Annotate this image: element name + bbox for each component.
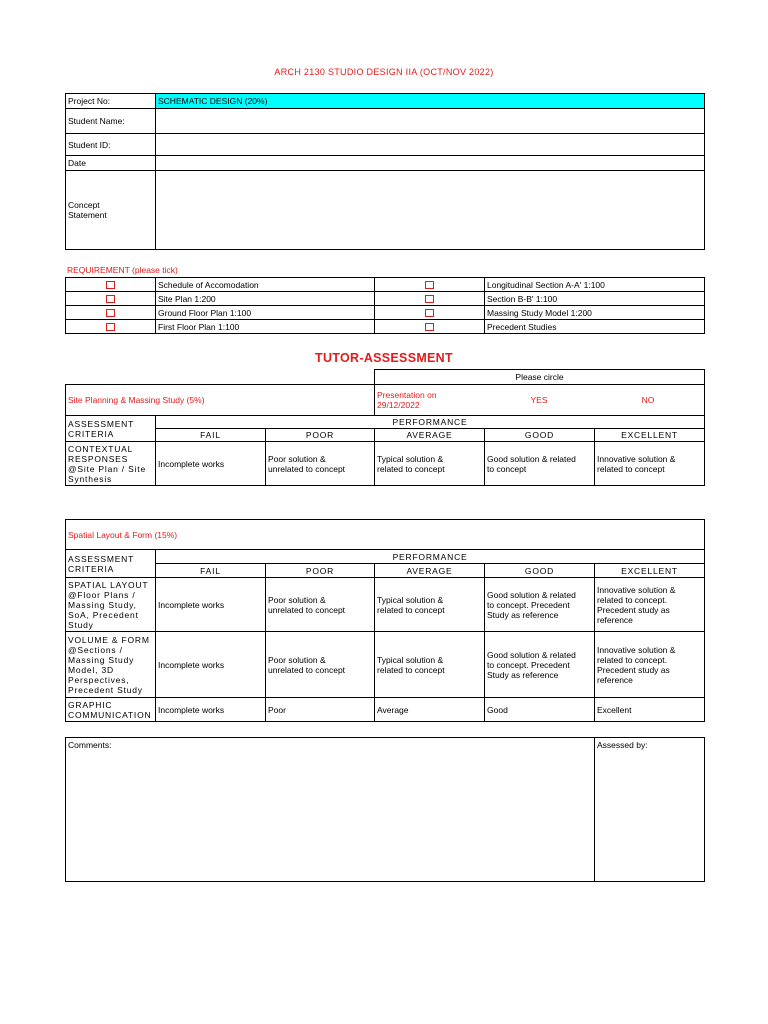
level-average: AVERAGE — [375, 429, 485, 442]
student-id-field[interactable] — [156, 134, 705, 156]
comments-label: Comments: — [68, 740, 112, 750]
level-excellent: EXCELLENT — [595, 564, 705, 578]
checkbox-icon[interactable] — [106, 281, 115, 289]
level-average: AVERAGE — [375, 564, 485, 578]
checkbox-icon[interactable] — [425, 323, 434, 331]
requirement-item: Massing Study Model 1:200 — [485, 306, 705, 320]
requirement-item: Section B-B' 1:100 — [485, 292, 705, 306]
rubric-cell[interactable]: Average — [375, 698, 485, 722]
rubric-cell[interactable]: Poor — [266, 698, 375, 722]
please-circle-label: Please circle — [375, 370, 705, 385]
checkbox-icon[interactable] — [106, 295, 115, 303]
rubric-cell[interactable]: Good — [485, 698, 595, 722]
rubric-cell[interactable]: Incomplete works — [156, 578, 266, 632]
assessed-by-box[interactable] — [595, 738, 705, 882]
level-excellent: EXCELLENT — [595, 429, 705, 442]
yes-option[interactable]: YES — [530, 395, 548, 405]
student-info-table — [65, 93, 705, 250]
checkbox-icon[interactable] — [106, 323, 115, 331]
level-good: GOOD — [485, 429, 595, 442]
section-title: Spatial Layout & Form (15%) — [66, 520, 705, 550]
requirement-item: First Floor Plan 1:100 — [156, 320, 375, 334]
comments-box[interactable] — [66, 738, 595, 882]
presentation-date: Presentation on 29/12/2022 — [377, 390, 437, 410]
level-good: GOOD — [485, 564, 595, 578]
rubric-cell[interactable]: Innovative solution & related to concept. Precedent study as reference — [595, 578, 705, 632]
checkbox-icon[interactable] — [425, 281, 434, 289]
checkbox-icon[interactable] — [425, 295, 434, 303]
requirement-item: Precedent Studies — [485, 320, 705, 334]
student-name-field[interactable] — [156, 109, 705, 134]
requirement-item: Longitudinal Section A-A' 1:100 — [485, 278, 705, 292]
assessment-criteria-label: ASSESSMENT CRITERIA — [66, 416, 156, 442]
section-title: Site Planning & Massing Study (5%) — [66, 385, 375, 416]
requirement-heading: REQUIREMENT (please tick) — [67, 265, 178, 275]
assessment-criteria-label: ASSESSMENT CRITERIA — [66, 550, 156, 578]
rubric-cell[interactable]: Innovative solution & related to concept — [595, 442, 705, 486]
criterion-label: CONTEXTUAL RESPONSES @Site Plan / Site Synthesis — [66, 442, 156, 486]
rubric-cell[interactable]: Incomplete works — [156, 632, 266, 698]
rubric-cell[interactable]: Typical solution & related to concept — [375, 578, 485, 632]
rubric-cell[interactable]: Typical solution & related to concept — [375, 632, 485, 698]
criterion-label: SPATIAL LAYOUT @Floor Plans / Massing Study, SoA, Precedent Study — [66, 578, 156, 632]
concept-statement-label: Concept Statement — [66, 171, 156, 250]
requirements-table — [65, 277, 705, 334]
tutor-assessment-title: TUTOR-ASSESSMENT — [315, 351, 453, 365]
rubric-cell[interactable]: Poor solution & unrelated to concept — [266, 632, 375, 698]
level-fail: FAIL — [156, 429, 266, 442]
performance-label: PERFORMANCE — [156, 550, 705, 564]
rubric-cell[interactable]: Poor solution & unrelated to concept — [266, 578, 375, 632]
student-name-label: Student Name: — [66, 109, 156, 134]
checkbox-icon[interactable] — [106, 309, 115, 317]
level-fail: FAIL — [156, 564, 266, 578]
criterion-label: VOLUME & FORM @Sections / Massing Study Model, 3D Perspectives, Precedent Study — [66, 632, 156, 698]
concept-statement-field[interactable] — [156, 171, 705, 250]
requirement-item: Site Plan 1:200 — [156, 292, 375, 306]
student-id-label: Student ID: — [66, 134, 156, 156]
spatial-layout-table — [65, 519, 705, 722]
requirement-item: Schedule of Accomodation — [156, 278, 375, 292]
requirement-item: Ground Floor Plan 1:100 — [156, 306, 375, 320]
level-poor: POOR — [266, 564, 375, 578]
rubric-cell[interactable]: Good solution & related to concept — [485, 442, 595, 486]
rubric-cell[interactable]: Incomplete works — [156, 698, 266, 722]
document-title: ARCH 2130 STUDIO DESIGN IIA (OCT/NOV 2022) — [274, 67, 494, 77]
performance-label: PERFORMANCE — [156, 416, 705, 429]
rubric-cell[interactable]: Good solution & related to concept. Precedent Study as reference — [485, 632, 595, 698]
rubric-cell[interactable]: Innovative solution & related to concept. Precedent study as reference — [595, 632, 705, 698]
project-value: SCHEMATIC DESIGN (20%) — [156, 94, 705, 109]
rubric-cell[interactable]: Good solution & related to concept. Precedent Study as reference — [485, 578, 595, 632]
criterion-label: GRAPHIC COMMUNICATION — [66, 698, 156, 722]
comments-table — [65, 737, 705, 882]
project-label: Project No: — [66, 94, 156, 109]
date-label: Date — [66, 156, 156, 171]
rubric-cell[interactable]: Typical solution & related to concept — [375, 442, 485, 486]
checkbox-icon[interactable] — [425, 309, 434, 317]
level-poor: POOR — [266, 429, 375, 442]
assessed-by-label: Assessed by: — [597, 740, 648, 750]
rubric-cell[interactable]: Excellent — [595, 698, 705, 722]
no-option[interactable]: NO — [641, 395, 655, 405]
site-planning-table — [65, 369, 705, 486]
date-field[interactable] — [156, 156, 705, 171]
rubric-cell[interactable]: Poor solution & unrelated to concept — [266, 442, 375, 486]
rubric-cell[interactable]: Incomplete works — [156, 442, 266, 486]
